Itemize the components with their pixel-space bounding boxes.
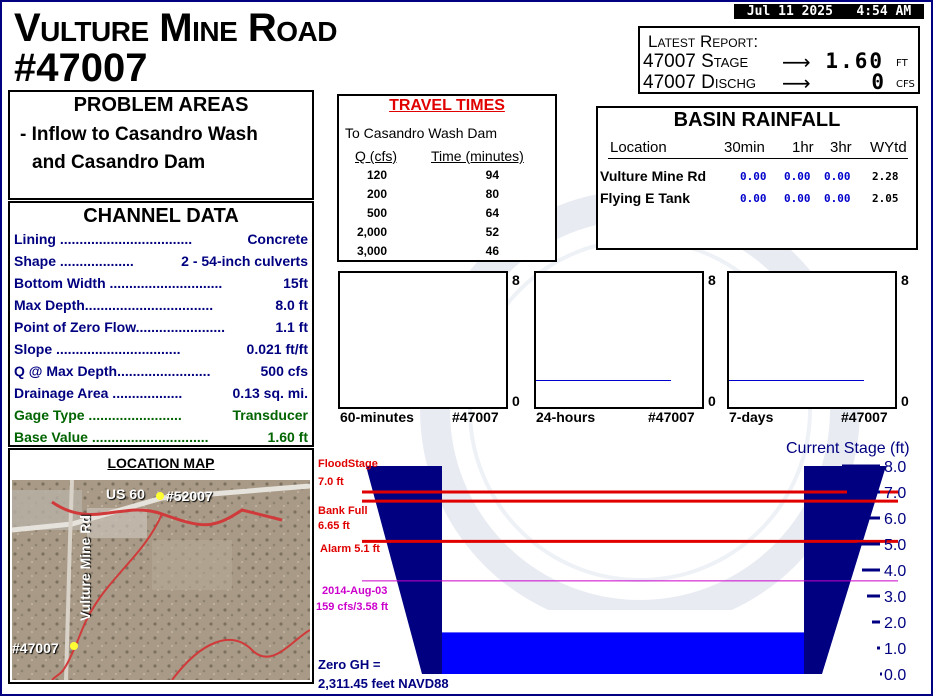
mini-graph-ymax: 8 — [512, 272, 520, 288]
stage-tick-label: 4.0 — [884, 563, 907, 580]
page-title: Vulture Mine Road — [14, 6, 337, 50]
gage-47007-label: #47007 — [12, 640, 59, 656]
rain-col-wytd: WYtd — [870, 139, 907, 156]
channel-row-label: Bottom Width ............................. — [14, 275, 223, 291]
rain-cell-h1: 0.00 — [784, 192, 811, 205]
mini-graph-ymax: 8 — [708, 272, 716, 288]
vulture-mine-rd-label: Vulture Mine Rd — [77, 514, 93, 622]
travel-time-cell: 52 — [485, 225, 499, 239]
mini-graph-3[interactable] — [727, 271, 897, 409]
rain-col-30min: 30min — [724, 139, 765, 156]
rain-col-location: Location — [610, 139, 667, 156]
channel-row-value: 1.60 ft — [267, 429, 308, 445]
flood-stage-value: 7.0 ft — [318, 476, 344, 488]
stage-arrow-icon: ⟶ — [782, 50, 811, 74]
channel-row-label: Lining .................................. — [14, 231, 193, 247]
mini-graph-gage: #47007 — [841, 409, 888, 425]
travel-q-cell: 500 — [366, 206, 387, 220]
problem-areas-heading: PROBLEM AREAS — [73, 94, 249, 116]
channel-row-value: 0.13 sq. mi. — [232, 385, 308, 401]
mini-graph-period: 7-days — [729, 409, 774, 425]
stage-tick-label: 0.0 — [884, 667, 907, 684]
channel-row-value: Transducer — [232, 407, 308, 423]
channel-row — [14, 407, 308, 423]
mini-graph-ymin: 0 — [512, 393, 520, 409]
water-level-fill — [442, 632, 804, 674]
channel-row — [14, 231, 308, 247]
travel-time-cell: 80 — [485, 187, 499, 201]
mini-graph-stage-line — [729, 380, 864, 381]
us60-label: US 60 — [106, 486, 145, 502]
channel-data-heading: CHANNEL DATA — [83, 205, 239, 227]
latest-report-panel — [638, 26, 920, 94]
channel-row-label: Shape ................... — [14, 253, 134, 269]
channel-row-label: Gage Type ........................ — [14, 407, 182, 423]
stage-tick-label: 7.0 — [884, 485, 907, 502]
stage-tick-label: 1.0 — [884, 641, 907, 658]
basin-rainfall-panel — [596, 106, 918, 250]
flood-stage-label: FloodStage — [318, 458, 378, 470]
mini-graph-ymax: 8 — [901, 272, 909, 288]
rain-cell-h3: 0.00 — [824, 192, 851, 205]
rain-col-3hr: 3hr — [830, 139, 852, 156]
mini-graph-period: 60-minutes — [340, 409, 414, 425]
problem-areas-panel — [8, 90, 314, 200]
travel-times-heading: TRAVEL TIMES — [389, 97, 505, 114]
channel-row-label: Point of Zero Flow....................... — [14, 319, 226, 335]
stage-tick-label: 5.0 — [884, 537, 907, 554]
travel-col-time: Time (minutes) — [431, 148, 524, 164]
channel-row-value: Concrete — [247, 231, 308, 247]
basin-rainfall-heading: BASIN RAINFALL — [673, 109, 841, 131]
travel-col-q: Q (cfs) — [355, 148, 397, 164]
problem-area-line-2: and Casandro Dam — [32, 152, 206, 173]
discharge-value: 0 — [871, 70, 884, 94]
channel-row-label: Max Depth................................. — [14, 297, 214, 313]
rain-cell-wytd: 2.05 — [872, 192, 899, 205]
channel-row-value: 2 - 54-inch culverts — [181, 253, 308, 269]
mini-graph-gage: #47007 — [452, 409, 499, 425]
channel-row-value: 8.0 ft — [275, 297, 308, 313]
zero-gh-value: 2,311.45 feet NAVD88 — [318, 676, 449, 691]
channel-row — [14, 429, 308, 445]
discharge-unit: CFS — [896, 79, 915, 90]
channel-row — [14, 319, 308, 335]
stage-unit: FT — [896, 58, 908, 69]
channel-row — [14, 297, 308, 313]
stage-tick-label: 2.0 — [884, 615, 907, 632]
mini-graph-gage: #47007 — [648, 409, 695, 425]
rain-cell-location: Vulture Mine Rd — [600, 168, 707, 184]
bank-full-label: Bank Full — [318, 505, 368, 517]
travel-q-cell: 200 — [366, 187, 387, 201]
gage-52007-label: #52007 — [166, 488, 213, 504]
location-map-heading: LOCATION MAP — [107, 455, 215, 471]
rain-cell-m30: 0.00 — [740, 170, 767, 183]
gage-marker-47007[interactable] — [70, 642, 78, 650]
latest-report-heading: Latest Report: — [648, 32, 759, 51]
travel-q-cell: 2,000 — [356, 225, 387, 239]
stage-tick-label: 6.0 — [884, 511, 907, 528]
datetime-stamp: Jul 11 2025 4:54 AM — [734, 4, 924, 19]
record-date-label: 2014-Aug-03 — [322, 585, 388, 597]
rain-cell-h1: 0.00 — [784, 170, 811, 183]
mini-graph-ymin: 0 — [901, 393, 909, 409]
discharge-arrow-icon: ⟶ — [782, 71, 811, 95]
channel-row — [14, 341, 308, 357]
channel-data-panel — [8, 201, 314, 447]
stage-chart — [362, 460, 932, 690]
channel-row-label: Slope ................................ — [14, 341, 181, 357]
channel-row-label: Q @ Max Depth........................ — [14, 363, 211, 379]
stage-tick-label: 3.0 — [884, 589, 907, 606]
travel-q-cell: 3,000 — [356, 244, 387, 258]
rain-cell-location: Flying E Tank — [600, 190, 690, 206]
bank-full-value: 6.65 ft — [318, 520, 350, 532]
mini-graph-1[interactable] — [338, 271, 508, 409]
location-map-panel — [8, 448, 314, 684]
mini-graph-period: 24-hours — [536, 409, 596, 425]
channel-row-value: 1.1 ft — [275, 319, 308, 335]
left-bank — [366, 466, 442, 674]
stage-tick-label: 8.0 — [884, 460, 907, 476]
travel-time-cell: 94 — [485, 168, 499, 182]
travel-time-cell: 64 — [485, 206, 499, 220]
discharge-label: 47007 Dischg — [643, 72, 757, 93]
gage-id-title: #47007 — [14, 46, 148, 90]
stage-chart-title: Current Stage (ft) — [786, 440, 910, 457]
channel-row-value: 500 cfs — [260, 363, 308, 379]
rain-cell-m30: 0.00 — [740, 192, 767, 205]
rain-col-1hr: 1hr — [792, 139, 814, 156]
rain-cell-h3: 0.00 — [824, 170, 851, 183]
channel-row — [14, 363, 308, 379]
channel-row — [14, 385, 308, 401]
stage-value: 1.60 — [825, 49, 884, 73]
record-value-label: 159 cfs/3.58 ft — [316, 601, 389, 613]
channel-row-value: 0.021 ft/ft — [246, 341, 308, 357]
gage-marker-52007[interactable] — [156, 492, 164, 500]
channel-row-label: Base Value .............................. — [14, 429, 209, 445]
travel-times-subtitle: To Casandro Wash Dam — [345, 125, 497, 141]
mini-graph-stage-line — [536, 380, 671, 381]
rain-cell-wytd: 2.28 — [872, 170, 899, 183]
problem-area-line-1: - Inflow to Casandro Wash — [20, 124, 258, 145]
travel-time-cell: 46 — [485, 244, 499, 258]
alarm-label: Alarm 5.1 ft — [320, 543, 380, 555]
stage-label: 47007 Stage — [643, 51, 749, 72]
channel-row-label: Drainage Area .................. — [14, 385, 183, 401]
channel-row — [14, 275, 308, 291]
rain-header-divider — [608, 158, 908, 159]
mini-graph-ymin: 0 — [708, 393, 716, 409]
zero-gh-label: Zero GH = — [318, 657, 381, 672]
travel-times-panel — [337, 94, 557, 262]
channel-row-value: 15ft — [283, 275, 308, 291]
travel-q-cell: 120 — [366, 168, 387, 182]
mini-graph-2[interactable] — [534, 271, 704, 409]
channel-row — [14, 253, 308, 269]
